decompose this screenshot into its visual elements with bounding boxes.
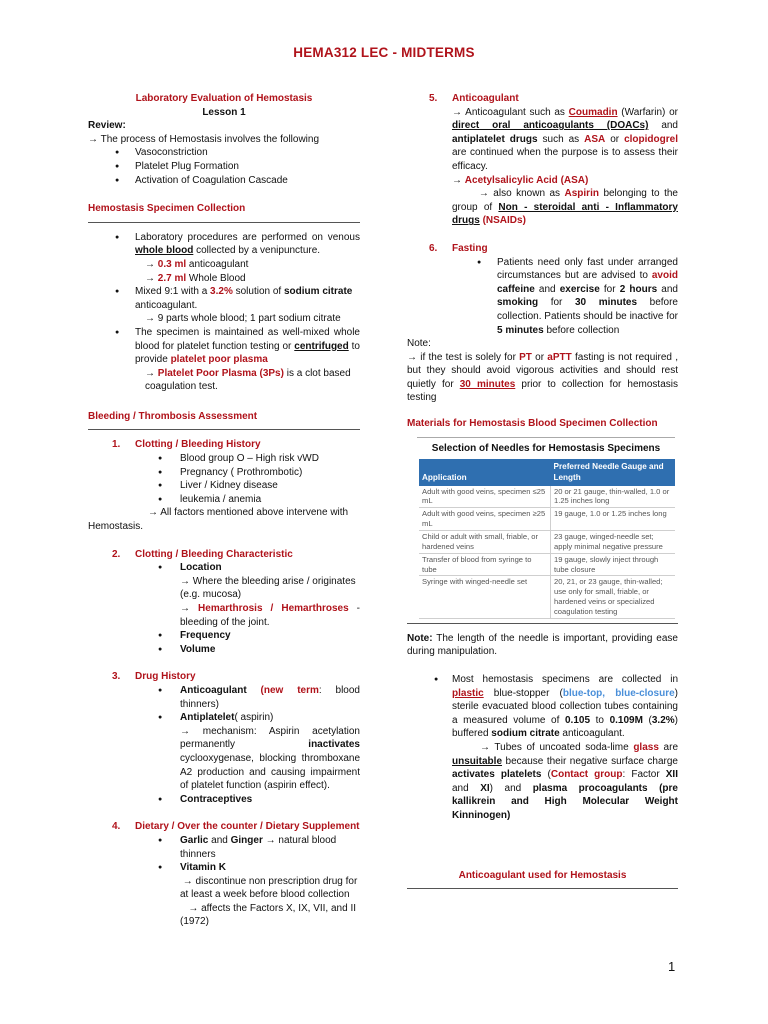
list-item: ● Vitamin K	[88, 861, 360, 875]
divider	[407, 623, 678, 624]
list-item: ● Garlic and Ginger → natural blood thinners	[88, 834, 360, 861]
list-item: ● Pregnancy ( Prothrombotic)	[88, 466, 360, 480]
table-cell: 19 gauge, slowly inject through tube closure	[551, 553, 676, 576]
paragraph: → if the test is solely for PT or aPTT fasting is not required , but they should avoid vigorous activities and should rest quietly for 30 minutes prior to collection for hemostasis testing	[407, 351, 678, 404]
bleeding-heading: Bleeding / Thrombosis Assessment	[88, 410, 258, 422]
numbered-heading: 3. Drug History	[112, 671, 196, 683]
paragraph: → also known as Aspirin belonging to the group of Non - steroidal anti - Inflammatory drugs (NSAIDs)	[452, 188, 678, 227]
lesson-label: Lesson 1	[202, 106, 246, 118]
table-row	[419, 576, 675, 618]
list-item: ● Activation of Coagulation Cascade	[88, 174, 360, 188]
list-subitem: → 0.3 ml anticoagulant	[145, 258, 249, 270]
right-column	[407, 92, 678, 897]
list-subitem: → Hemarthrosis / Hemarthroses - bleeding of the joint.	[180, 603, 360, 628]
page-number: 1	[668, 959, 676, 974]
table-row	[419, 553, 675, 576]
numbered-heading: 6. Fasting	[429, 242, 488, 254]
list-subitem: → mechanism: Aspirin acetylation permanently inactivates cyclooxygenase, blocking thromboxane A2 production and causing impairment of platelet function (aspirin effect).	[180, 725, 360, 792]
review-intro: → The process of Hemostasis involves the following	[88, 133, 320, 145]
review-label: Review:	[88, 120, 126, 132]
divider	[88, 222, 360, 223]
list-item: ● Contraceptives	[88, 793, 360, 807]
table-cell: 19 gauge, 1.0 or 1.25 inches long	[551, 508, 676, 531]
divider	[88, 429, 360, 430]
list-item: ● Volume	[88, 643, 360, 657]
numbered-heading: 2. Clotting / Bleeding Characteristic	[112, 548, 293, 560]
note-label: Note:	[407, 338, 431, 350]
table-cell: Child or adult with small, friable, or hardened veins	[419, 531, 551, 554]
table-cell: Transfer of blood from syringe to tube	[419, 553, 551, 576]
numbered-heading: 1. Clotting / Bleeding History	[112, 439, 261, 451]
table-cell: Adult with good veins, specimen ≤25 mL	[419, 486, 551, 508]
section-title: Laboratory Evaluation of Hemostasis	[135, 93, 313, 104]
list-item: ● leukemia / anemia	[88, 493, 360, 507]
table-row	[419, 486, 675, 508]
left-column	[88, 92, 360, 929]
list-subitem: → 9 parts whole blood; 1 part sodium citrate	[145, 313, 341, 325]
list-item: ● Anticoagulant (new term: blood thinners)	[88, 684, 360, 711]
table-cell: Adult with good veins, specimen ≥25 mL	[419, 508, 551, 531]
list-item: ● Patients need only fast under arranged circumstances but are advised to avoid caffeine and exercise for 2 hours and smoking for 30 minutes before collection. Patients should be inactive for 5 minutes before collection	[407, 256, 678, 338]
paragraph: → Acetylsalicylic Acid (ASA)	[452, 174, 589, 186]
table-cell: 20, 21, or 23 gauge, thin-walled; use only for small, friable, or hardened veins or specialized coagulation testing	[551, 576, 676, 618]
list-item: ● Laboratory procedures are performed on venous whole blood collected by a venipuncture.	[88, 231, 360, 258]
list-item: ● Liver / Kidney disease	[88, 479, 360, 493]
list-subitem: → Platelet Poor Plasma (3Ps) is a clot based coagulation test.	[145, 367, 351, 393]
table-cell: 23 gauge, winged-needle set; apply minimal negative pressure	[551, 531, 676, 554]
list-item: ● Frequency	[88, 629, 360, 643]
numbered-heading: 4. Dietary / Over the counter / Dietary Supplement	[112, 821, 360, 833]
list-item: ● Mixed 9:1 with a 3.2% solution of sodium citrate anticoagulant.	[88, 285, 360, 312]
table-cell: 20 or 21 gauge, thin-walled, 1.0 or 1.25 inches long	[551, 486, 676, 508]
note-text: → All factors mentioned above intervene with Hemostasis.	[88, 507, 349, 533]
list-item: ● Platelet Plug Formation	[88, 160, 360, 174]
specimen-heading: Hemostasis Specimen Collection	[88, 203, 246, 215]
list-subitem: → discontinue non prescription drug for at least a week before blood collection	[180, 875, 358, 901]
table-cell: Syringe with winged-needle set	[419, 576, 551, 618]
list-item: ● The specimen is maintained as well-mixed whole blood for platelet function testing or centrifuged to provide platelet poor plasma	[88, 326, 360, 367]
divider	[407, 888, 678, 889]
table-row	[419, 508, 675, 531]
list-item: ● Most hemostasis specimens are collected in plastic blue-stopper (blue-top, blue-closure) sterile evacuated blood collection tubes containing a measured volume of 0.105 to 0.109M (3.2%) buffered sodium citrate anticoagulant.	[407, 673, 678, 741]
page-title: HEMA312 LEC - MIDTERMS	[293, 45, 475, 60]
paragraph: → Tubes of uncoated soda-lime glass are unsuitable because their negative surface charge activates platelets (Contact group: Factor XII and XI) and plasma procoagulants (pre kallikrein and High Molecular Weight Kinninogen)	[452, 742, 679, 821]
list-item: ● Blood group O – High risk vWD	[88, 452, 360, 466]
anticoagulant-heading: Anticoagulant used for Hemostasis	[458, 869, 627, 881]
paragraph: → Anticoagulant such as Coumadin (Warfarin) or direct oral anticoagulants (DOACs) and antiplatelet drugs such as ASA or clopidogrel are continued when the purpose is to assess their efficacy.	[452, 106, 678, 172]
list-subitem: → affects the Factors X, IX, VII, and II (1972)	[180, 902, 357, 928]
numbered-heading: 5. Anticoagulant	[429, 93, 519, 104]
table-row	[419, 531, 675, 554]
paragraph: Note: The length of the needle is important, providing ease during manipulation.	[407, 632, 678, 658]
table-header-row	[419, 459, 675, 485]
materials-heading: Materials for Hemostasis Blood Specimen Collection	[407, 418, 658, 430]
table-caption: Selection of Needles for Hemostasis Specimens	[431, 442, 661, 454]
needle-table	[417, 437, 675, 619]
list-item: ● Antiplatelet( aspirin)	[88, 711, 360, 725]
list-subitem: → 2.7 ml Whole Blood	[145, 272, 246, 284]
list-item: ● Vasoconstriction	[88, 146, 360, 160]
table-header: Preferred Needle Gauge and Length	[551, 459, 676, 485]
table-header: Application	[419, 459, 551, 485]
list-subitem: → Where the bleeding arise / originates (e.g. mucosa)	[180, 575, 356, 601]
list-item: ● Location	[88, 561, 360, 575]
